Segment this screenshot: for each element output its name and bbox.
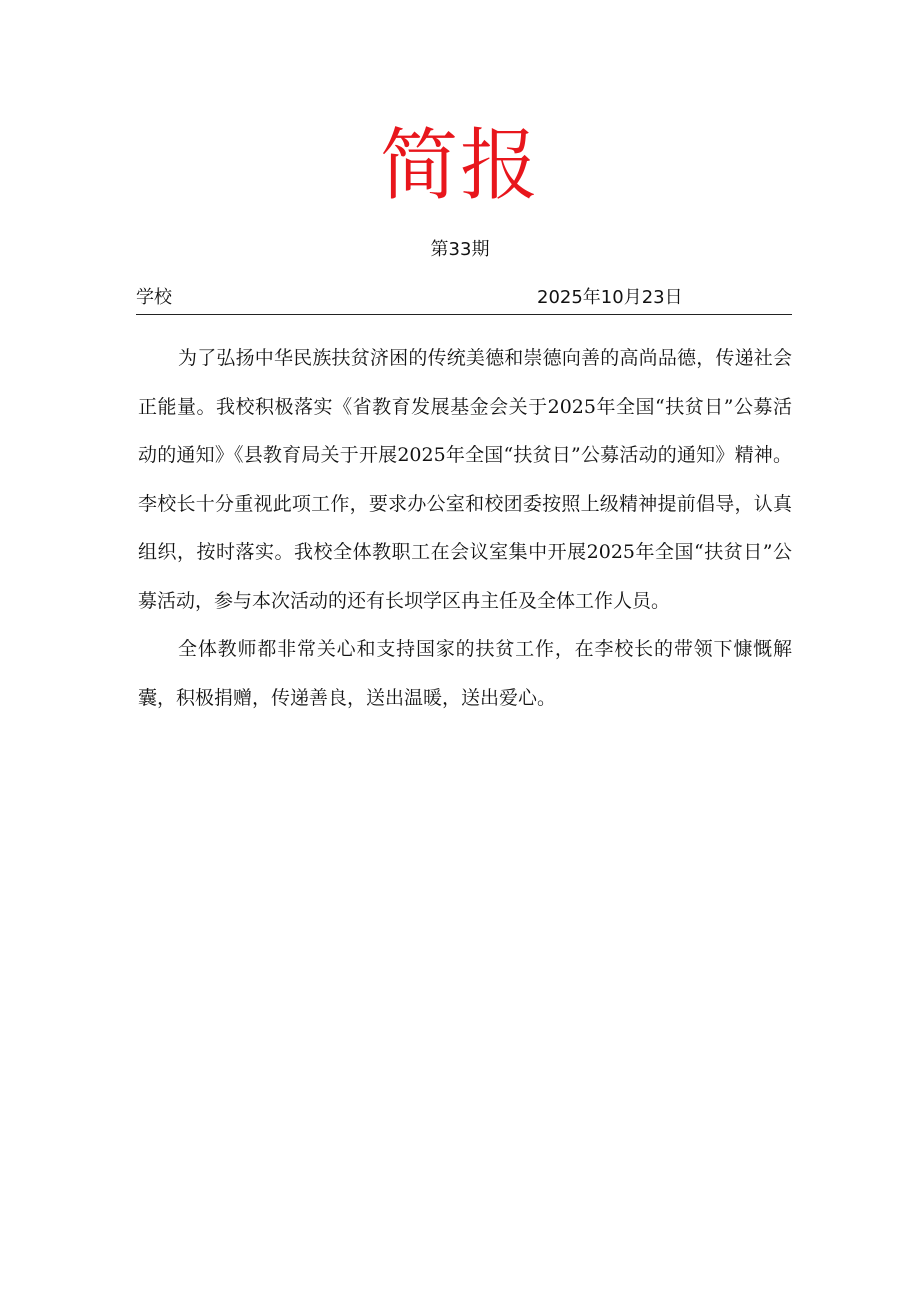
article-body <box>138 334 792 722</box>
article-paragraph-2: 全体教师都非常关心和支持国家的扶贫工作，在李校长的带领下慷慨解囊，积极捐赠，传递善良，送出温暖，送出爱心。 <box>138 638 792 709</box>
header-info-row <box>136 284 792 315</box>
page-title: 简报 <box>379 121 540 211</box>
school-name: 学校 <box>136 287 172 308</box>
issue-number: 第33期 <box>430 239 490 260</box>
article-paragraph-1: 为了弘扬中华民族扶贫济困的传统美德和崇德向善的高尚品德，传递社会正能量。我校积极落实《省教育发展基金会关于2025年全国“扶贫日”公募活动的通知》《县教育局关于开展2025年全国“扶贫日”公募活动的通知》精神。李校长十分重视此项工作，要求办公室和校团委按照上级精神提前倡导，认真组织，按时落实。我校全体教职工在会议室集中开展2025年全国“扶贫日”公募活动，参与本次活动的还有长坝学区冉主任及全体工作人员。 <box>138 347 792 612</box>
publish-date: 2025年10月23日 <box>537 287 683 308</box>
